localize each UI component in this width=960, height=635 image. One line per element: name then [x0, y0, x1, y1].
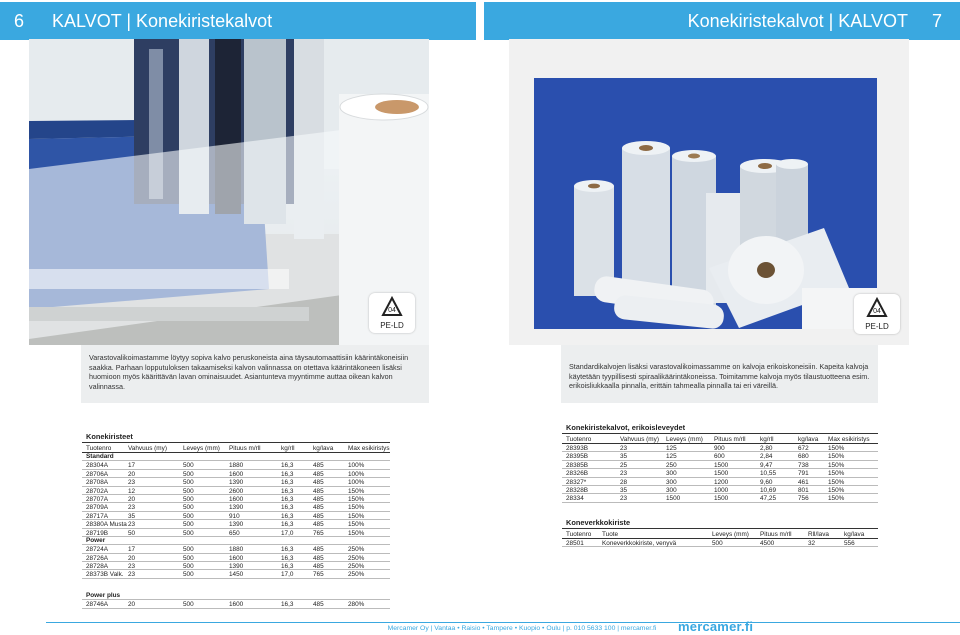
table-cell: Pituus m/rll	[714, 436, 746, 443]
table-cell: 485	[313, 462, 324, 470]
table-cell: 16,3	[281, 521, 294, 529]
table-cell: 23	[128, 504, 136, 512]
table-cell: 23	[128, 571, 136, 579]
table-title: Konekiristekalvot, erikoisleveydet	[566, 423, 686, 432]
table-cell: 16,3	[281, 487, 294, 495]
table-cell: 150%	[348, 512, 365, 520]
recycling-code-label: PE-LD	[865, 322, 889, 331]
table-cell: 500	[712, 540, 723, 547]
table-cell: Tuotenro	[566, 531, 592, 538]
table-cell: 1600	[229, 470, 244, 478]
table-cell: 16,3	[281, 546, 294, 554]
table-cell: 150%	[828, 461, 845, 469]
recycle-icon	[866, 297, 888, 319]
svg-text:04: 04	[873, 308, 881, 315]
table-cell: 35	[620, 486, 628, 494]
table-cell: 500	[183, 470, 194, 478]
table-cell: 300	[666, 478, 677, 486]
table-cell: 16,3	[281, 462, 294, 470]
table-cell: 47,25	[760, 495, 776, 503]
table-title: Koneverkkokiriste	[566, 518, 631, 527]
film-rolls-photo	[534, 78, 877, 329]
recycling-code-label: PE-LD	[380, 321, 404, 330]
table-cell: 485	[313, 470, 324, 478]
table-cell: Pituus m/rll	[229, 445, 261, 452]
recycle-icon	[381, 296, 403, 318]
table-cell: 150%	[828, 478, 845, 486]
table-cell: 1390	[229, 521, 244, 529]
table-row	[82, 562, 390, 570]
table-row	[82, 512, 390, 520]
table-cell: 1500	[714, 470, 729, 478]
table-cell: 23	[128, 521, 136, 529]
table-cell: 500	[183, 504, 194, 512]
table-row	[82, 554, 390, 562]
table-cell: 28717A	[86, 512, 109, 520]
table-body	[82, 453, 390, 609]
footer-rule-left	[46, 622, 382, 635]
table-row	[562, 461, 878, 469]
table-cell: Tuote	[602, 531, 619, 538]
table-cell: 16,3	[281, 479, 294, 487]
table-cell: Max esikiristys	[828, 436, 870, 443]
table-cell: 280%	[348, 601, 365, 609]
table-cell: 16,3	[281, 563, 294, 571]
table-cell: 1450	[229, 571, 244, 579]
table-cell: 28373B Valk.	[86, 571, 124, 579]
table-cell: 1390	[229, 563, 244, 571]
table-cell: 600	[714, 453, 725, 461]
table-row	[562, 452, 878, 460]
table-cell: 500	[183, 479, 194, 487]
table-cell: 791	[798, 470, 809, 478]
table-cell: 500	[183, 601, 194, 609]
table-cell: 150%	[348, 495, 365, 503]
table-cell: 100%	[348, 470, 365, 478]
table-cell: 150%	[348, 487, 365, 495]
table-cell: 1500	[666, 495, 681, 503]
left-page-header	[0, 2, 476, 40]
table-row	[82, 520, 390, 528]
table-cell: 485	[313, 504, 324, 512]
table-cell: 35	[128, 512, 136, 520]
recycling-badge-right	[854, 294, 900, 334]
table-cell: 910	[229, 512, 240, 520]
table-row	[562, 486, 878, 494]
table-cell: 4500	[760, 540, 775, 547]
table-cell: 28728A	[86, 563, 109, 571]
table-row	[562, 478, 878, 486]
table-cell: Vahvuus (my)	[620, 436, 659, 443]
table-cell: 500	[183, 487, 194, 495]
table-row	[82, 529, 390, 537]
table-cell: 485	[313, 563, 324, 571]
table-cell: 28327*	[566, 478, 587, 486]
table-cell: 28707A	[86, 495, 109, 503]
table-cell: 2,80	[760, 445, 773, 452]
table-cell: 17	[128, 462, 136, 470]
table-cell: 23	[128, 563, 136, 571]
table-cell: 12	[128, 487, 136, 495]
recycling-badge-left	[369, 293, 415, 333]
table-cell: 1390	[229, 479, 244, 487]
table-cell: 485	[313, 512, 324, 520]
right-page-title: Konekiristekalvot | KALVOT	[687, 11, 908, 31]
table-cell: 500	[183, 495, 194, 503]
table-cell: 25	[620, 461, 628, 469]
table-cell: 900	[714, 445, 725, 452]
table-row	[82, 495, 390, 503]
erikoisleveydet-table	[562, 422, 878, 503]
table-header-row	[562, 433, 878, 444]
table-cell: 9,47	[760, 461, 773, 469]
table-cell: 250	[666, 461, 677, 469]
table-cell: 250%	[348, 554, 365, 562]
table-cell: 9,60	[760, 478, 773, 486]
table-body	[562, 444, 878, 503]
table-cell: 16,3	[281, 504, 294, 512]
table-cell: Koneverkkokiriste, venyvä	[602, 540, 677, 547]
table-cell: 20	[128, 601, 136, 609]
table-cell: 738	[798, 461, 809, 469]
table-cell: 32	[808, 540, 816, 547]
table-cell: 28334	[566, 495, 584, 503]
table-cell: kg/lava	[313, 445, 334, 452]
table-section-label: Power plus	[82, 592, 390, 600]
table-cell: 10,69	[760, 486, 776, 494]
table-cell: 250%	[348, 563, 365, 571]
table-cell: 16,3	[281, 554, 294, 562]
table-cell: 10,55	[760, 470, 776, 478]
table-cell: 50	[128, 529, 136, 537]
table-cell: 461	[798, 478, 809, 486]
brand-wordmark[interactable]: mercamer.fi	[678, 619, 754, 634]
table-cell: 28	[620, 478, 628, 486]
table-row	[562, 444, 878, 452]
svg-text:04: 04	[388, 307, 396, 314]
table-row	[82, 545, 390, 553]
table-cell: 100%	[348, 479, 365, 487]
table-cell: 28326B	[566, 470, 589, 478]
table-cell: 20	[128, 495, 136, 503]
table-row	[82, 570, 390, 578]
konekiristeet-table	[82, 431, 390, 609]
wrapping-machine-photo	[29, 39, 429, 345]
table-cell: 485	[313, 521, 324, 529]
table-header-row	[82, 442, 390, 453]
table-cell: 300	[666, 470, 677, 478]
table-cell: 20	[128, 554, 136, 562]
table-cell: Tuotenro	[86, 445, 112, 452]
table-cell: Leveys (mm)	[666, 436, 703, 443]
table-cell: 500	[183, 554, 194, 562]
table-cell: 765	[313, 571, 324, 579]
right-page-number: 7	[931, 11, 942, 31]
table-cell: 1500	[714, 461, 729, 469]
table-cell: 650	[229, 529, 240, 537]
footer-contact: Mercamer Oy | Vantaa • Raisio • Tampere • Kuopio • Oulu | p. 010 5633 100 | mercamer.fi	[382, 622, 662, 635]
table-header-row	[562, 528, 878, 539]
table-cell: 150%	[348, 529, 365, 537]
table-section-label: Power	[82, 537, 390, 545]
table-cell: 17,0	[281, 529, 294, 537]
left-page-title: KALVOT | Konekiristekalvot	[52, 11, 273, 31]
table-cell: 485	[313, 554, 324, 562]
table-cell: 16,3	[281, 495, 294, 503]
table-cell: 28328B	[566, 486, 589, 494]
table-cell: 485	[313, 495, 324, 503]
table-cell: 23	[128, 479, 136, 487]
table-cell: 23	[620, 445, 628, 452]
table-cell: 28706A	[86, 470, 109, 478]
table-cell: 485	[313, 479, 324, 487]
table-row	[82, 470, 390, 478]
table-cell: 28719B	[86, 529, 109, 537]
table-cell: 250%	[348, 571, 365, 579]
table-cell: Leveys (mm)	[712, 531, 749, 538]
table-cell: Leveys (mm)	[183, 445, 220, 452]
table-cell: 500	[183, 571, 194, 579]
table-cell: 680	[798, 453, 809, 461]
table-cell: 125	[666, 445, 677, 452]
table-cell: Rll/lava	[808, 531, 829, 538]
table-cell: 500	[183, 563, 194, 571]
table-cell: 28746A	[86, 601, 109, 609]
table-cell: 1390	[229, 504, 244, 512]
table-cell: 150%	[828, 486, 845, 494]
table-cell: 150%	[348, 521, 365, 529]
table-cell: 28501	[566, 540, 584, 547]
table-body	[562, 539, 878, 547]
table-row	[82, 478, 390, 486]
table-cell: 1600	[229, 601, 244, 609]
table-cell: 765	[313, 529, 324, 537]
table-cell: 150%	[828, 445, 845, 452]
table-cell: 28304A	[86, 462, 109, 470]
right-caption: Standardikalvojen lisäksi varastovalikoimassamme on kalvoja erikoiskoneisiin. Kapeita kalvoja käytetään tyypillisesti spiraalikäärintäkoneissa. Toimitamme kalvoja myös tilaustuotteena esim. erikoisliukkaalla pinnalla, erittäin tahmealla pinnalla tai eri väreillä.	[561, 345, 878, 403]
table-cell: 801	[798, 486, 809, 494]
table-cell: 17	[128, 546, 136, 554]
table-cell: 28702A	[86, 487, 109, 495]
table-cell: 1600	[229, 554, 244, 562]
table-row	[82, 487, 390, 495]
table-cell: 485	[313, 546, 324, 554]
table-cell: 150%	[348, 504, 365, 512]
table-cell: kg/lava	[844, 531, 865, 538]
table-section-label: Standard	[82, 453, 390, 461]
table-cell: 28724A	[86, 546, 109, 554]
table-cell: 100%	[348, 462, 365, 470]
table-row	[82, 503, 390, 511]
left-page-number: 6	[14, 11, 25, 31]
table-cell: 28395B	[566, 453, 589, 461]
table-cell: 150%	[828, 453, 845, 461]
table-cell: 1880	[229, 546, 244, 554]
koneverkkokiriste-table	[562, 517, 878, 547]
table-cell: 28709A	[86, 504, 109, 512]
table-row	[82, 600, 390, 608]
table-cell: 1880	[229, 462, 244, 470]
table-cell: 2,84	[760, 453, 773, 461]
table-cell: 23	[620, 495, 628, 503]
table-cell: 500	[183, 546, 194, 554]
table-row	[562, 494, 878, 502]
table-cell: 1500	[714, 495, 729, 503]
table-cell: 1000	[714, 486, 729, 494]
table-cell: 250%	[348, 546, 365, 554]
table-cell: Vahvuus (my)	[128, 445, 167, 452]
table-cell: 28708A	[86, 479, 109, 487]
table-cell: 150%	[828, 495, 845, 503]
table-cell: 485	[313, 487, 324, 495]
right-page-header	[484, 2, 960, 40]
table-cell: 300	[666, 486, 677, 494]
table-cell: 1600	[229, 495, 244, 503]
table-cell: 2600	[229, 487, 244, 495]
table-cell: 756	[798, 495, 809, 503]
table-cell: 500	[183, 462, 194, 470]
table-cell: 35	[620, 453, 628, 461]
table-cell: 20	[128, 470, 136, 478]
table-cell: 672	[798, 445, 809, 452]
table-cell: 17,0	[281, 571, 294, 579]
table-cell: 16,3	[281, 512, 294, 520]
table-cell: 485	[313, 601, 324, 609]
left-caption: Varastovalikoimastamme löytyy sopiva kalvo peruskoneista aina täysautomaattisiin käärintäkoneisiin saakka. Parhaan lopputuloksen takaamiseksi kalvon valinnassa on otettava käärintäkoneen lisäksi huomioon myös käärittävän lavan ominaisuudet. Asiantunteva myyntimme auttaa oikean kalvon valinnassa.	[81, 345, 429, 403]
film-rolls-illustration	[534, 78, 877, 329]
table-cell: kg/lava	[798, 436, 819, 443]
table-cell: 28380A Musta	[86, 521, 127, 529]
table-row	[562, 539, 878, 547]
table-cell: 16,3	[281, 470, 294, 478]
table-cell: 16,3	[281, 601, 294, 609]
table-row	[562, 469, 878, 477]
table-cell: 150%	[828, 470, 845, 478]
table-cell: 500	[183, 521, 194, 529]
table-cell: Max esikiristys	[348, 445, 390, 452]
table-cell: 125	[666, 453, 677, 461]
table-row	[82, 461, 390, 469]
table-cell: 28385B	[566, 461, 589, 469]
table-cell: 500	[183, 512, 194, 520]
table-cell: 28726A	[86, 554, 109, 562]
table-cell: Tuotenro	[566, 436, 592, 443]
table-cell: 28393B	[566, 445, 589, 452]
table-cell: 1200	[714, 478, 729, 486]
table-cell: kg/rll	[281, 445, 295, 452]
table-cell: 556	[844, 540, 855, 547]
table-title: Konekiristeet	[86, 432, 133, 441]
table-cell: 23	[620, 470, 628, 478]
table-cell: kg/rll	[760, 436, 774, 443]
table-cell: 500	[183, 529, 194, 537]
table-cell: Pituus m/rll	[760, 531, 792, 538]
